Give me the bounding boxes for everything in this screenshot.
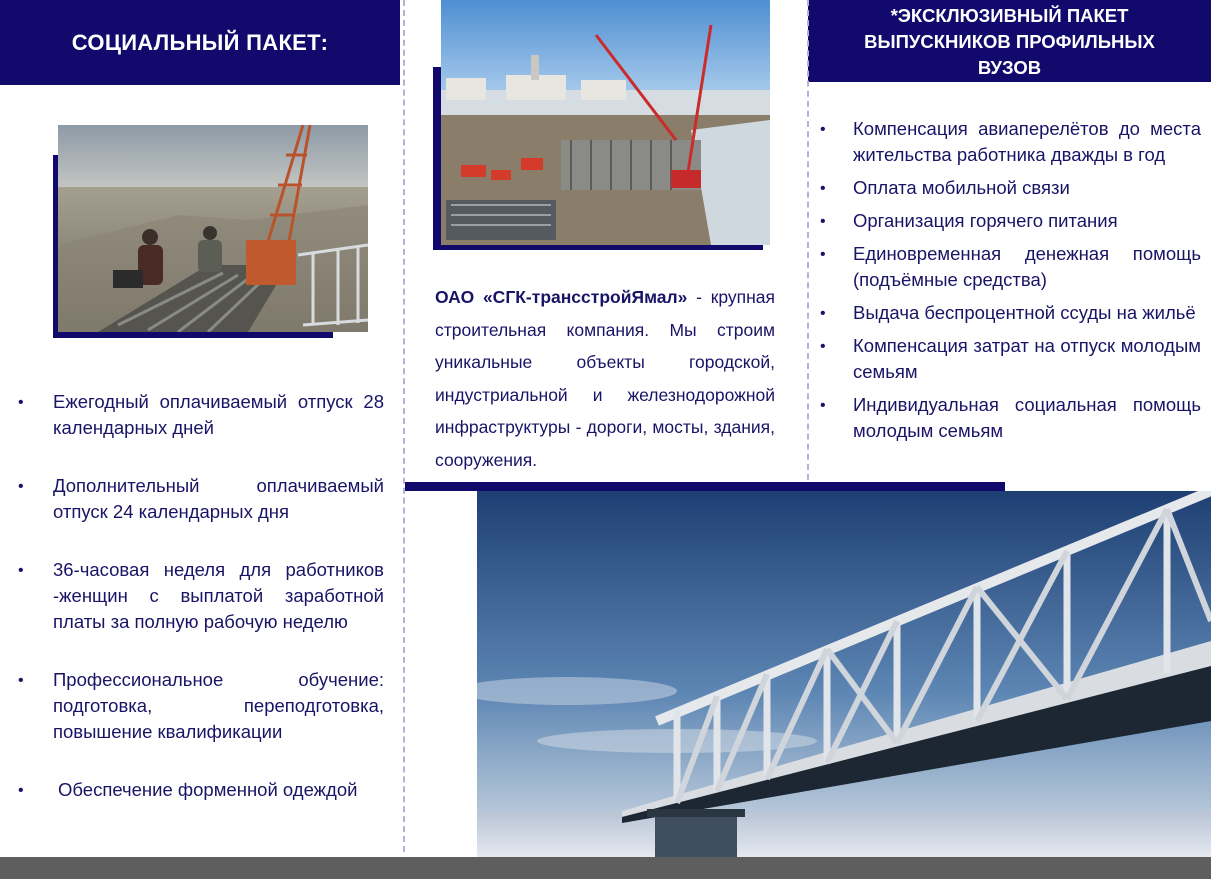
bridge-photo bbox=[477, 491, 1211, 857]
column-divider-left bbox=[403, 0, 405, 852]
workers-photo bbox=[58, 125, 368, 332]
exclusive-benefit-item: • Индивидуальная социальная помощь молодым семьям bbox=[820, 392, 1201, 444]
footer-strip bbox=[0, 857, 1211, 879]
exclusive-benefit-item: • Единовременная денежная помощь (подъёмные средства) bbox=[820, 241, 1201, 293]
workers-photo-image bbox=[58, 125, 368, 332]
bridge-photo-image bbox=[477, 491, 1211, 857]
social-package-title: СОЦИАЛЬНЫЙ ПАКЕТ: bbox=[71, 29, 329, 55]
benefit-item: • Профессиональное обучение: подготовка, переподготовка, повышение квалификации bbox=[18, 667, 384, 745]
exclusive-benefit-item: • Компенсация авиаперелётов до места жительства работника дважды в год bbox=[820, 116, 1201, 168]
exclusive-benefit-item: • Оплата мобильной связи bbox=[820, 175, 1201, 201]
column-divider-right bbox=[807, 0, 809, 490]
construction-photo bbox=[441, 0, 770, 245]
social-benefits-list bbox=[18, 389, 384, 835]
exclusive-benefit-item: • Компенсация затрат на отпуск молодым семьям bbox=[820, 333, 1201, 385]
benefit-item: • 36-часовая неделя для работников -женщин с выплатой заработной платы за полную рабочую неделю bbox=[18, 557, 384, 635]
social-package-banner bbox=[0, 0, 400, 85]
construction-photo-image bbox=[441, 0, 770, 245]
company-description bbox=[435, 281, 775, 476]
exclusive-benefit-item: • Выдача беспроцентной ссуды на жильё bbox=[820, 300, 1201, 326]
exclusive-benefits-list bbox=[820, 116, 1201, 451]
benefit-item: • Обеспечение форменной одеждой bbox=[18, 777, 384, 803]
exclusive-benefit-item: • Организация горячего питания bbox=[820, 208, 1201, 234]
benefit-item: • Дополнительный оплачиваемый отпуск 24 календарных дня bbox=[18, 473, 384, 525]
company-name: ОАО «СГК-трансстройЯмал» bbox=[435, 287, 688, 307]
company-description-text: - крупная строительная компания. Мы строим уникальные объекты городской, индустриальной и железнодорожной инфраструктуры - дороги, мосты, здания, сооружения. bbox=[435, 287, 775, 470]
exclusive-package-banner bbox=[808, 0, 1211, 82]
exclusive-package-title: *ЭКСКЛЮЗИВНЫЙ ПАКЕТ ВЫПУСКНИКОВ ПРОФИЛЬНЫХ ВУЗОВ bbox=[864, 5, 1155, 78]
center-accent-bar bbox=[405, 482, 1005, 491]
benefit-item: • Ежегодный оплачиваемый отпуск 28 календарных дней bbox=[18, 389, 384, 441]
